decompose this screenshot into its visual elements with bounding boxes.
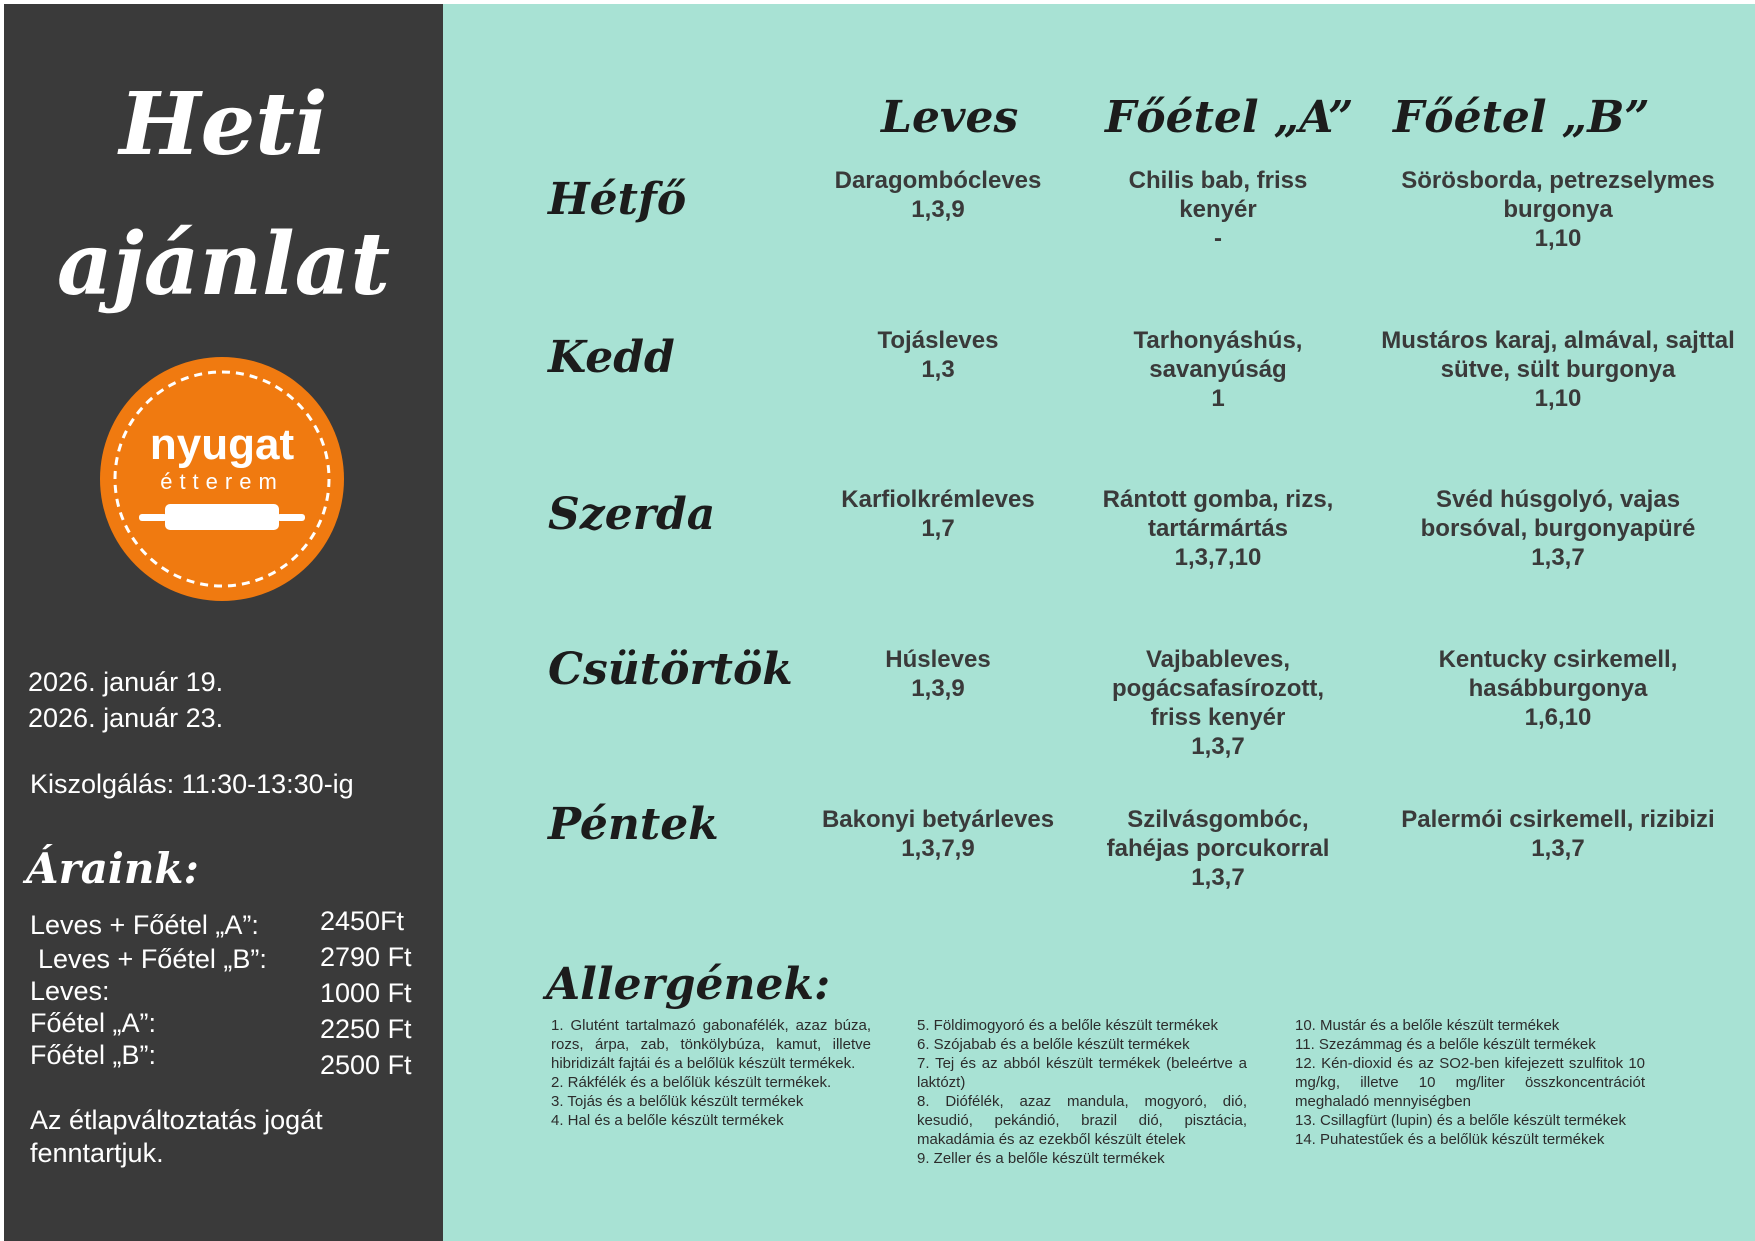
allergen-item: 8. Diófélék, azaz mandula, mogyoró, dió, kesudió, pekándió, brazil dió, pisztácia, makadámia és az ezekből készült ételek: [917, 1093, 1247, 1148]
allergens-column-1: [551, 1016, 871, 1130]
price-label: Leves:: [30, 976, 110, 1006]
date-from: 2026. január 19.: [28, 667, 224, 697]
soup-cell: Daragombócleves 1,3,9: [834, 167, 1042, 223]
allergens-column-3: [1295, 1016, 1645, 1149]
soup-cell: Tojásleves 1,3: [877, 327, 999, 383]
main-a-cell: Vajbableves, pogácsafasírozott, friss kenyér 1,3,7: [1111, 646, 1325, 760]
price-label: Főétel „A”:: [30, 1008, 157, 1038]
allergen-item: 13. Csillagfürt (lupin) és a belőle készült termékek: [1295, 1112, 1626, 1129]
main-b-cell: Svéd húsgolyó, vajas borsóval, burgonyapüré 1,3,7: [1420, 486, 1696, 571]
price-value: 2790 Ft: [320, 942, 412, 972]
price-value: 2250 Ft: [320, 1014, 412, 1044]
serving-hours: Kiszolgálás: 11:30-13:30-ig: [30, 769, 354, 799]
day-friday: Péntek: [548, 799, 719, 850]
header-main-a: Főétel „A”: [1105, 92, 1354, 143]
date-range: [28, 664, 223, 736]
day-tuesday: Kedd: [548, 332, 675, 383]
allergen-item: 14. Puhatestűek és a belőlük készült termékek: [1295, 1131, 1605, 1148]
header-main-b: Főétel „B”: [1393, 92, 1650, 143]
main-b-cell: Sörösborda, petrezselymes burgonya 1,10: [1401, 167, 1715, 252]
soup-cell: Bakonyi betyárleves 1,3,7,9: [821, 806, 1055, 862]
price-label: Főétel „B”:: [30, 1040, 157, 1070]
restaurant-logo: [99, 356, 345, 602]
allergen-item: 4. Hal és a belőle készült termékek: [551, 1112, 784, 1129]
title-line-2: ajánlat: [56, 214, 391, 315]
main-a-cell: Tarhonyáshús, savanyúság 1: [1133, 327, 1303, 412]
main-b-cell: Mustáros karaj, almával, sajttal sütve, sült burgonya 1,10: [1381, 327, 1735, 412]
allergen-item: 7. Tej és az abból készült termékek (beleértve a laktózt): [917, 1055, 1247, 1091]
main-a-cell: Rántott gomba, rizs, tartármártás 1,3,7,10: [1102, 486, 1334, 571]
weekly-menu: [443, 4, 1755, 1241]
main-a-cell: Chilis bab, friss kenyér -: [1128, 167, 1308, 252]
main-a-cell: Szilvásgombóc, fahéjas porcukorral 1,3,7: [1106, 806, 1330, 891]
price-value: 1000 Ft: [320, 978, 412, 1008]
allergen-item: 2. Rákfélék és a belőlük készült termékek.: [551, 1074, 832, 1091]
soup-cell: Karfiolkrémleves 1,7: [841, 486, 1035, 542]
main-b-cell: Kentucky csirkemell, hasábburgonya 1,6,10: [1438, 646, 1678, 731]
logo-name: nyugat: [149, 420, 295, 469]
soup-cell: Húsleves 1,3,9: [885, 646, 991, 702]
allergen-item: 11. Szezámmag és a belőle készült termékek: [1295, 1036, 1596, 1053]
logo-subtitle: étterem: [160, 469, 284, 494]
day-monday: Hétfő: [548, 174, 687, 225]
allergens-column-2: [917, 1016, 1247, 1168]
price-value: 2500 Ft: [320, 1050, 412, 1080]
main-b-cell: Palermói csirkemell, rizibizi 1,3,7: [1401, 806, 1715, 862]
price-label: Leves + Főétel „B”:: [38, 944, 267, 974]
sidebar: [4, 4, 443, 1241]
allergens-title: Allergének:: [546, 959, 831, 1010]
date-to: 2026. január 23.: [28, 703, 224, 733]
allergen-item: 6. Szójabab és a belőle készült termékek: [917, 1036, 1190, 1053]
title-line-1: Heti: [119, 74, 328, 175]
price-value: 2450Ft: [320, 906, 405, 936]
day-wednesday: Szerda: [548, 489, 716, 540]
allergen-item: 10. Mustár és a belőle készült termékek: [1295, 1017, 1560, 1034]
allergen-item: 9. Zeller és a belőle készült termékek: [917, 1150, 1165, 1167]
price-label: Leves + Főétel „A”:: [30, 910, 259, 940]
allergen-item: 12. Kén-dioxid és az SO2-ben kifejezett szulfitok 10 mg/kg, illetve 10 mg/liter összkoncentrációt meghaladó mennyiségben: [1295, 1055, 1645, 1110]
allergen-item: 5. Földimogyoró és a belőle készült termékek: [917, 1017, 1218, 1034]
menu-change-note: Az étlapváltoztatás jogát fenntartjuk.: [30, 1105, 323, 1168]
allergen-item: 1. Glutént tartalmazó gabonafélék, azaz búza, rozs, árpa, zab, tönkölybúza, kamut, illetve hibridizált fajtái és a belőlük készült termékek.: [551, 1017, 871, 1072]
allergen-item: 3. Tojás és a belőlük készült termékek: [551, 1093, 804, 1110]
header-soup: Leves: [881, 92, 1019, 143]
day-thursday: Csütörtök: [548, 644, 793, 695]
prices-title: Áraink:: [26, 844, 200, 893]
